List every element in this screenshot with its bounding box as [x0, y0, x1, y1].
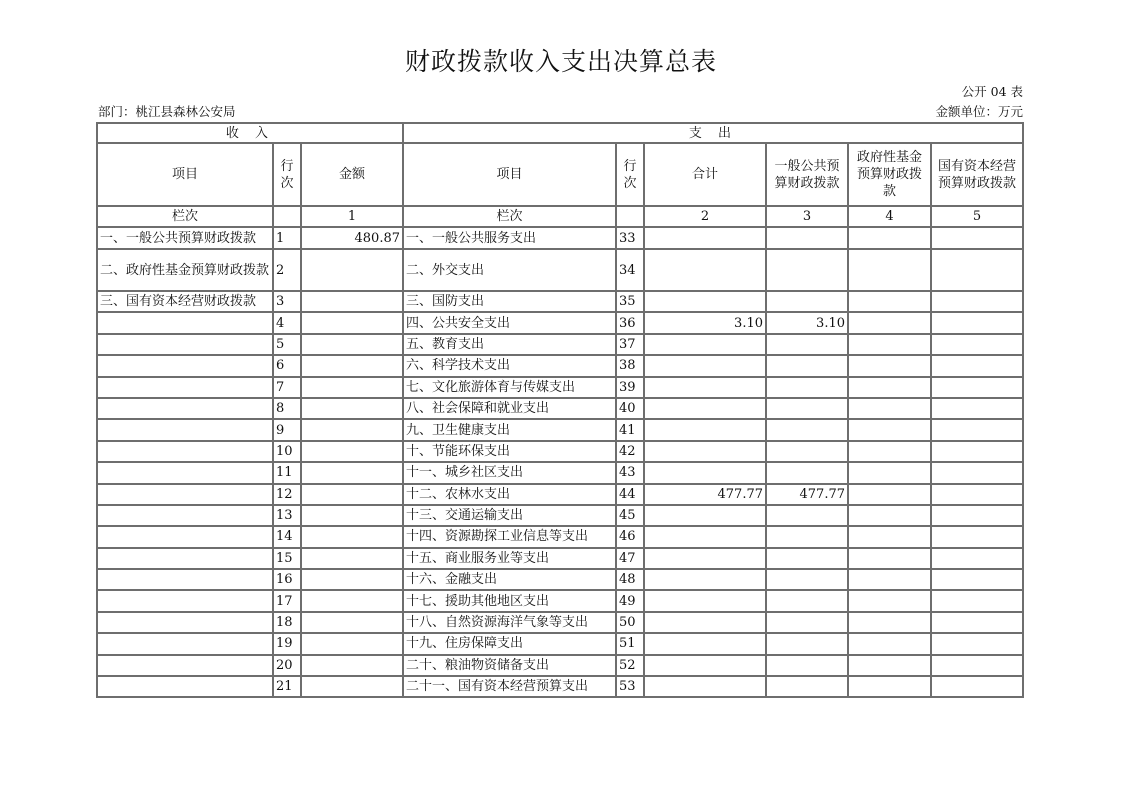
income-amount-cell: [301, 655, 403, 676]
general-budget-amount-cell: [766, 398, 848, 419]
income-item-cell: [97, 526, 273, 547]
col-number: 1: [301, 206, 403, 227]
expense-item-cell: 一、一般公共服务支出: [403, 227, 616, 249]
total-amount-cell: [644, 377, 766, 398]
expense-item-cell: 十一、城乡社区支出: [403, 462, 616, 483]
expense-item-cell: 十三、交通运输支出: [403, 505, 616, 526]
expense-item-cell: 二十一、国有资本经营预算支出: [403, 676, 616, 697]
expense-header: 支 出: [403, 123, 1023, 143]
total-amount-cell: 477.77: [644, 484, 766, 505]
total-amount-cell: [644, 355, 766, 376]
income-amount-cell: [301, 377, 403, 398]
table-row: [97, 398, 1023, 419]
page-title: 财政拨款收入支出决算总表: [404, 47, 717, 76]
table-row: [97, 505, 1023, 526]
fund-budget-amount-cell: [848, 312, 931, 333]
general-budget-amount-cell: [766, 441, 848, 462]
table-row: [97, 548, 1023, 569]
expense-item-cell: 十六、金融支出: [403, 569, 616, 590]
table-row: [97, 355, 1023, 376]
income-amount-cell: [301, 526, 403, 547]
income-line-cell: 5: [273, 334, 301, 355]
fund-budget-amount-cell: [848, 291, 931, 312]
income-amount-cell: [301, 291, 403, 312]
income-line-cell: 14: [273, 526, 301, 547]
income-item-cell: [97, 505, 273, 526]
table-row: [97, 676, 1023, 697]
fund-budget-amount-cell: [848, 441, 931, 462]
expense-line-cell: 35: [616, 291, 644, 312]
expense-line-cell: 51: [616, 633, 644, 654]
income-item-cell: [97, 377, 273, 398]
total-amount-cell: [644, 419, 766, 440]
state-capital-amount-cell: [931, 655, 1023, 676]
income-item-cell: [97, 548, 273, 569]
state-capital-amount-cell: [931, 590, 1023, 611]
table-row: [97, 484, 1023, 505]
general-budget-amount-cell: [766, 227, 848, 249]
income-amount-cell: [301, 398, 403, 419]
expense-item-cell: 九、卫生健康支出: [403, 419, 616, 440]
expense-line-cell: 50: [616, 612, 644, 633]
state-capital-amount-cell: [931, 249, 1023, 291]
expense-item-cell: 十九、住房保障支出: [403, 633, 616, 654]
expense-line-cell: 43: [616, 462, 644, 483]
total-amount-cell: [644, 526, 766, 547]
income-item-cell: [97, 398, 273, 419]
expense-line-cell: 48: [616, 569, 644, 590]
col-label-left: 栏次: [97, 206, 273, 227]
state-capital-amount-cell: [931, 569, 1023, 590]
fund-budget-amount-cell: [848, 612, 931, 633]
fund-budget-amount-cell: [848, 398, 931, 419]
expense-item-cell: 十二、农林水支出: [403, 484, 616, 505]
table-row: [97, 462, 1023, 483]
fund-budget-header: 政府性基金预算财政拨款: [848, 143, 931, 206]
table-row: [97, 441, 1023, 462]
fund-budget-amount-cell: [848, 676, 931, 697]
income-item-cell: [97, 676, 273, 697]
empty-cell: [273, 206, 301, 227]
general-budget-amount-cell: [766, 569, 848, 590]
expense-line-cell: 40: [616, 398, 644, 419]
table-row: [97, 633, 1023, 654]
income-amount-cell: [301, 334, 403, 355]
total-amount-cell: [644, 249, 766, 291]
income-header: 收 入: [97, 123, 403, 143]
income-item-cell: 二、政府性基金预算财政拨款: [97, 249, 273, 291]
fund-budget-amount-cell: [848, 548, 931, 569]
general-budget-amount-cell: [766, 355, 848, 376]
expense-item-cell: 十、节能环保支出: [403, 441, 616, 462]
table-row: [97, 249, 1023, 291]
state-capital-amount-cell: [931, 334, 1023, 355]
expense-line-cell: 46: [616, 526, 644, 547]
general-budget-amount-cell: 477.77: [766, 484, 848, 505]
income-item-cell: [97, 655, 273, 676]
income-item-cell: [97, 462, 273, 483]
income-amount-cell: [301, 612, 403, 633]
table-row: [97, 612, 1023, 633]
state-capital-amount-cell: [931, 676, 1023, 697]
fund-budget-amount-cell: [848, 590, 931, 611]
table-code: 公开 04 表: [961, 84, 1023, 99]
general-budget-amount-cell: [766, 291, 848, 312]
income-line-cell: 3: [273, 291, 301, 312]
total-header: 合计: [644, 143, 766, 206]
income-line-cell: 12: [273, 484, 301, 505]
state-capital-header: 国有资本经营预算财政拨款: [931, 143, 1023, 206]
general-budget-amount-cell: [766, 655, 848, 676]
fund-budget-amount-cell: [848, 419, 931, 440]
expense-line-cell: 45: [616, 505, 644, 526]
state-capital-amount-cell: [931, 377, 1023, 398]
income-amount-cell: [301, 441, 403, 462]
fund-budget-amount-cell: [848, 377, 931, 398]
appropriation-table: [96, 122, 1024, 698]
income-amount-cell: [301, 484, 403, 505]
state-capital-amount-cell: [931, 526, 1023, 547]
income-item-cell: [97, 484, 273, 505]
empty-cell: [616, 206, 644, 227]
state-capital-amount-cell: [931, 484, 1023, 505]
income-line-cell: 21: [273, 676, 301, 697]
income-line-cell: 13: [273, 505, 301, 526]
expense-item-cell: 十八、自然资源海洋气象等支出: [403, 612, 616, 633]
income-line-cell: 20: [273, 655, 301, 676]
fund-budget-amount-cell: [848, 227, 931, 249]
income-item-header: 项目: [97, 143, 273, 206]
income-line-cell: 7: [273, 377, 301, 398]
general-budget-amount-cell: [766, 676, 848, 697]
expense-line-cell: 53: [616, 676, 644, 697]
col-number: 4: [848, 206, 931, 227]
expense-item-cell: 五、教育支出: [403, 334, 616, 355]
general-budget-header: 一般公共预算财政拨款: [766, 143, 848, 206]
expense-line-cell: 33: [616, 227, 644, 249]
income-line-cell: 18: [273, 612, 301, 633]
income-line-cell: 4: [273, 312, 301, 333]
fund-budget-amount-cell: [848, 462, 931, 483]
table-row: [97, 227, 1023, 249]
income-line-cell: 6: [273, 355, 301, 376]
table-row: [97, 655, 1023, 676]
income-amount-cell: [301, 633, 403, 654]
state-capital-amount-cell: [931, 227, 1023, 249]
income-line-cell: 17: [273, 590, 301, 611]
expense-item-cell: 十七、援助其他地区支出: [403, 590, 616, 611]
general-budget-amount-cell: [766, 612, 848, 633]
income-line-cell: 16: [273, 569, 301, 590]
expense-item-header: 项目: [403, 143, 616, 206]
total-amount-cell: [644, 548, 766, 569]
expense-item-cell: 八、社会保障和就业支出: [403, 398, 616, 419]
total-amount-cell: [644, 655, 766, 676]
expense-line-cell: 39: [616, 377, 644, 398]
state-capital-amount-cell: [931, 312, 1023, 333]
total-amount-cell: [644, 291, 766, 312]
col-number: 5: [931, 206, 1023, 227]
expense-item-cell: 二十、粮油物资储备支出: [403, 655, 616, 676]
expense-line-cell: 47: [616, 548, 644, 569]
expense-line-cell: 41: [616, 419, 644, 440]
total-amount-cell: [644, 569, 766, 590]
income-item-cell: [97, 334, 273, 355]
expense-line-cell: 49: [616, 590, 644, 611]
general-budget-amount-cell: [766, 334, 848, 355]
expense-item-cell: 十四、资源勘探工业信息等支出: [403, 526, 616, 547]
total-amount-cell: [644, 227, 766, 249]
state-capital-amount-cell: [931, 462, 1023, 483]
expense-line-header: 行次: [616, 143, 644, 206]
department-label: 部门：桃江县森林公安局: [98, 104, 236, 119]
general-budget-amount-cell: [766, 377, 848, 398]
income-item-cell: [97, 441, 273, 462]
general-budget-amount-cell: [766, 526, 848, 547]
income-item-cell: 三、国有资本经营财政拨款: [97, 291, 273, 312]
expense-item-cell: 四、公共安全支出: [403, 312, 616, 333]
general-budget-amount-cell: [766, 548, 848, 569]
expense-item-cell: 六、科学技术支出: [403, 355, 616, 376]
general-budget-amount-cell: [766, 633, 848, 654]
state-capital-amount-cell: [931, 441, 1023, 462]
income-amount-cell: [301, 419, 403, 440]
state-capital-amount-cell: [931, 419, 1023, 440]
state-capital-amount-cell: [931, 633, 1023, 654]
total-amount-cell: [644, 441, 766, 462]
general-budget-amount-cell: [766, 249, 848, 291]
table-row: [97, 312, 1023, 333]
income-amount-cell: [301, 462, 403, 483]
table-row: [97, 569, 1023, 590]
income-line-cell: 11: [273, 462, 301, 483]
col-number: 3: [766, 206, 848, 227]
expense-line-cell: 37: [616, 334, 644, 355]
expense-line-cell: 34: [616, 249, 644, 291]
fund-budget-amount-cell: [848, 526, 931, 547]
general-budget-amount-cell: [766, 462, 848, 483]
total-amount-cell: [644, 334, 766, 355]
income-line-header: 行次: [273, 143, 301, 206]
fund-budget-amount-cell: [848, 249, 931, 291]
income-line-cell: 19: [273, 633, 301, 654]
income-line-cell: 2: [273, 249, 301, 291]
expense-line-cell: 36: [616, 312, 644, 333]
income-item-cell: [97, 633, 273, 654]
state-capital-amount-cell: [931, 398, 1023, 419]
income-item-cell: [97, 569, 273, 590]
income-item-cell: [97, 612, 273, 633]
fund-budget-amount-cell: [848, 355, 931, 376]
income-item-cell: 一、一般公共预算财政拨款: [97, 227, 273, 249]
general-budget-amount-cell: 3.10: [766, 312, 848, 333]
income-amount-cell: [301, 548, 403, 569]
income-item-cell: [97, 312, 273, 333]
total-amount-cell: [644, 505, 766, 526]
table-row: [97, 334, 1023, 355]
fund-budget-amount-cell: [848, 633, 931, 654]
total-amount-cell: [644, 676, 766, 697]
income-line-cell: 8: [273, 398, 301, 419]
expense-item-cell: 三、国防支出: [403, 291, 616, 312]
unit-label: 金额单位：万元: [935, 104, 1023, 119]
income-amount-header: 金额: [301, 143, 403, 206]
total-amount-cell: [644, 398, 766, 419]
col-number: 2: [644, 206, 766, 227]
expense-line-cell: 38: [616, 355, 644, 376]
state-capital-amount-cell: [931, 355, 1023, 376]
fund-budget-amount-cell: [848, 484, 931, 505]
expense-line-cell: 42: [616, 441, 644, 462]
income-amount-cell: [301, 590, 403, 611]
expense-item-cell: 十五、商业服务业等支出: [403, 548, 616, 569]
table-row: [97, 590, 1023, 611]
income-amount-cell: [301, 569, 403, 590]
total-amount-cell: [644, 633, 766, 654]
col-label-right: 栏次: [403, 206, 616, 227]
income-line-cell: 1: [273, 227, 301, 249]
income-amount-cell: [301, 355, 403, 376]
income-line-cell: 15: [273, 548, 301, 569]
income-amount-cell: [301, 676, 403, 697]
table-row: [97, 526, 1023, 547]
state-capital-amount-cell: [931, 612, 1023, 633]
income-amount-cell: [301, 312, 403, 333]
general-budget-amount-cell: [766, 590, 848, 611]
income-amount-cell: [301, 249, 403, 291]
income-line-cell: 9: [273, 419, 301, 440]
expense-line-cell: 44: [616, 484, 644, 505]
state-capital-amount-cell: [931, 291, 1023, 312]
total-amount-cell: [644, 612, 766, 633]
expense-item-cell: 二、外交支出: [403, 249, 616, 291]
fund-budget-amount-cell: [848, 655, 931, 676]
fund-budget-amount-cell: [848, 569, 931, 590]
general-budget-amount-cell: [766, 505, 848, 526]
fund-budget-amount-cell: [848, 334, 931, 355]
income-item-cell: [97, 590, 273, 611]
expense-line-cell: 52: [616, 655, 644, 676]
table-row: [97, 419, 1023, 440]
total-amount-cell: [644, 590, 766, 611]
table-row: [97, 291, 1023, 312]
expense-item-cell: 七、文化旅游体育与传媒支出: [403, 377, 616, 398]
income-item-cell: [97, 355, 273, 376]
income-line-cell: 10: [273, 441, 301, 462]
income-item-cell: [97, 419, 273, 440]
total-amount-cell: 3.10: [644, 312, 766, 333]
fund-budget-amount-cell: [848, 505, 931, 526]
income-amount-cell: 480.87: [301, 227, 403, 249]
general-budget-amount-cell: [766, 419, 848, 440]
total-amount-cell: [644, 462, 766, 483]
state-capital-amount-cell: [931, 505, 1023, 526]
table-row: [97, 377, 1023, 398]
state-capital-amount-cell: [931, 548, 1023, 569]
income-amount-cell: [301, 505, 403, 526]
